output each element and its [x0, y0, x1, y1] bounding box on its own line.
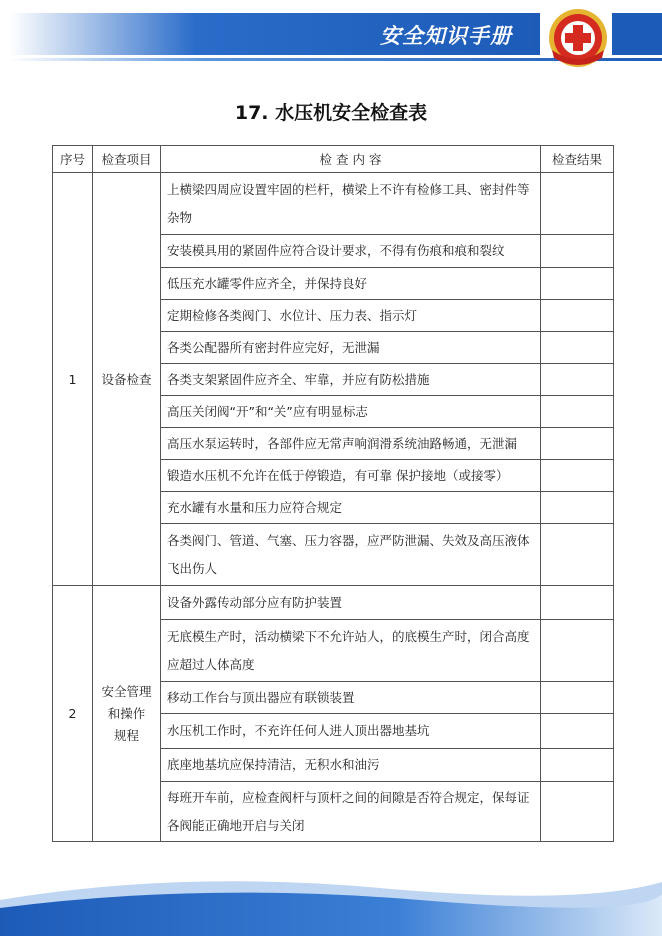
page-title: 17. 水压机安全检查表 [234, 102, 428, 124]
result-cell[interactable] [541, 268, 614, 300]
check-content: 每班开车前，应检查阀杆与顶杆之间的间隙是否符合规定，保每证各阀能正确地开启与关闭 [161, 782, 541, 842]
group-item: 设备检查 [93, 173, 161, 586]
result-cell[interactable] [541, 235, 614, 268]
result-cell[interactable] [541, 749, 614, 782]
footer-wave [0, 860, 662, 936]
result-cell[interactable] [541, 428, 614, 460]
check-content: 充水罐有水量和压力应符合规定 [161, 492, 541, 524]
result-cell[interactable] [541, 714, 614, 749]
group-item-line: 规程 [113, 727, 139, 743]
result-cell[interactable] [541, 682, 614, 714]
header-content: 检 查 内 容 [161, 146, 541, 173]
check-content: 水压机工作时，不充许任何人进人顶出器地基坑 [161, 714, 541, 749]
result-cell[interactable] [541, 586, 614, 620]
check-content: 各类公配器所有密封件应完好，无泄漏 [161, 332, 541, 364]
check-content: 底座地基坑应保持清洁，无积水和油污 [161, 749, 541, 782]
check-content: 高压水泵运转时，各部件应无常声响润滑系统油路畅通，无泄漏 [161, 428, 541, 460]
check-content: 各类支架紧固件应齐全、牢靠，并应有防松措施 [161, 364, 541, 396]
check-content: 上横梁四周应设置牢固的栏杆，横梁上不许有检修工具、密封件等杂物 [161, 173, 541, 235]
table-header-row [53, 146, 614, 173]
check-content: 定期检修各类阀门、水位计、压力表、指示灯 [161, 300, 541, 332]
check-content: 设备外露传动部分应有防护装置 [161, 586, 541, 620]
header-no: 序号 [53, 146, 93, 173]
check-content: 无底模生产时，活动横梁下不允许站人，的底模生产时，闭合高度应超过人体高度 [161, 620, 541, 682]
handbook-title: 安全知识手册 [380, 24, 512, 48]
check-content: 移动工作台与顶出器应有联锁装置 [161, 682, 541, 714]
check-content: 各类阀门、管道、气塞、压力容器，应严防泄漏、失效及高压液体飞出伤人 [161, 524, 541, 586]
group-item-line: 和操作 [107, 705, 146, 721]
check-content: 低压充水罐零件应齐全，并保持良好 [161, 268, 541, 300]
result-cell[interactable] [541, 460, 614, 492]
header-result: 检查结果 [541, 146, 614, 173]
group-no: 2 [53, 586, 93, 842]
result-cell[interactable] [541, 364, 614, 396]
result-cell[interactable] [541, 782, 614, 842]
group-no: 1 [53, 173, 93, 586]
group-item [93, 586, 161, 842]
header-banner [0, 0, 662, 80]
check-content: 高压关闭阀“开”和“关”应有明显标志 [161, 396, 541, 428]
result-cell[interactable] [541, 332, 614, 364]
result-cell[interactable] [541, 492, 614, 524]
safety-emblem-icon [546, 6, 610, 70]
header-bar-right [612, 13, 662, 55]
result-cell[interactable] [541, 173, 614, 235]
result-cell[interactable] [541, 396, 614, 428]
table-row [53, 173, 614, 235]
table-row [53, 586, 614, 620]
check-content: 安装模具用的紧固件应符合设计要求，不得有伤痕和痕和裂纹 [161, 235, 541, 268]
group-item-line: 安全管理 [101, 683, 152, 699]
result-cell[interactable] [541, 524, 614, 586]
check-content: 锻造水压机不允许在低于停锻造，有可靠 保护接地（或接零） [161, 460, 541, 492]
result-cell[interactable] [541, 300, 614, 332]
header-item: 检查项目 [93, 146, 161, 173]
inspection-table [52, 145, 614, 842]
result-cell[interactable] [541, 620, 614, 682]
